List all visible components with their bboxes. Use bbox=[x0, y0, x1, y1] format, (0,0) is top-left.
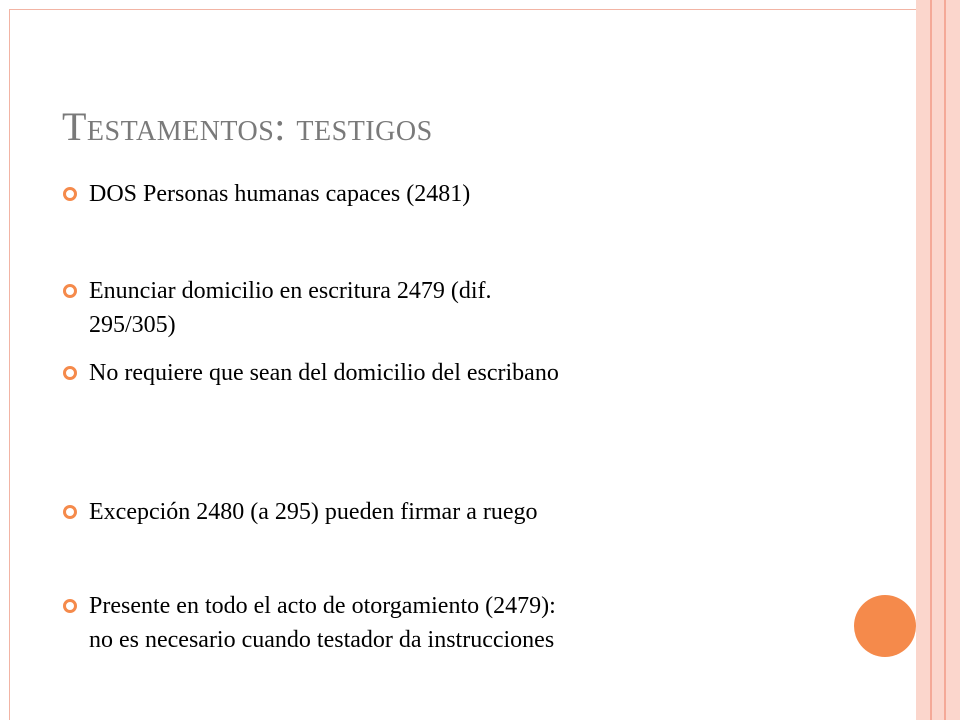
bullet-item bbox=[62, 274, 822, 342]
bullet-line: Presente en todo el acto de otorgamiento (2479): bbox=[89, 593, 556, 619]
slide-title: Testamentos: testigos bbox=[62, 104, 433, 149]
bullet-item bbox=[62, 589, 822, 657]
hollow-circle-bullet-icon bbox=[62, 365, 78, 381]
bullet-item bbox=[62, 495, 822, 529]
hollow-circle-bullet-icon bbox=[62, 598, 78, 614]
bullet-line: DOS Personas humanas capaces (2481) bbox=[89, 181, 471, 207]
hollow-circle-bullet-icon bbox=[62, 283, 78, 299]
bullet-line: Enunciar domicilio en escritura 2479 (dif. bbox=[89, 278, 492, 304]
hollow-circle-bullet-icon bbox=[62, 504, 78, 520]
bullet-item bbox=[62, 177, 822, 211]
bullet-text bbox=[89, 495, 538, 529]
bullet-text bbox=[89, 274, 492, 342]
bullet-line: no es necesario cuando testador da instrucciones bbox=[89, 627, 555, 653]
bullet-line: No requiere que sean del domicilio del escribano bbox=[89, 360, 559, 386]
bullet-line: 295/305) bbox=[89, 312, 176, 338]
hollow-circle-bullet-icon bbox=[62, 186, 78, 202]
bullet-text bbox=[89, 589, 556, 657]
bullet-text bbox=[89, 177, 470, 211]
bullet-text bbox=[89, 356, 559, 390]
bullet-item bbox=[62, 356, 822, 390]
bullet-line: Excepción 2480 (a 295) pueden firmar a ruego bbox=[89, 499, 538, 525]
